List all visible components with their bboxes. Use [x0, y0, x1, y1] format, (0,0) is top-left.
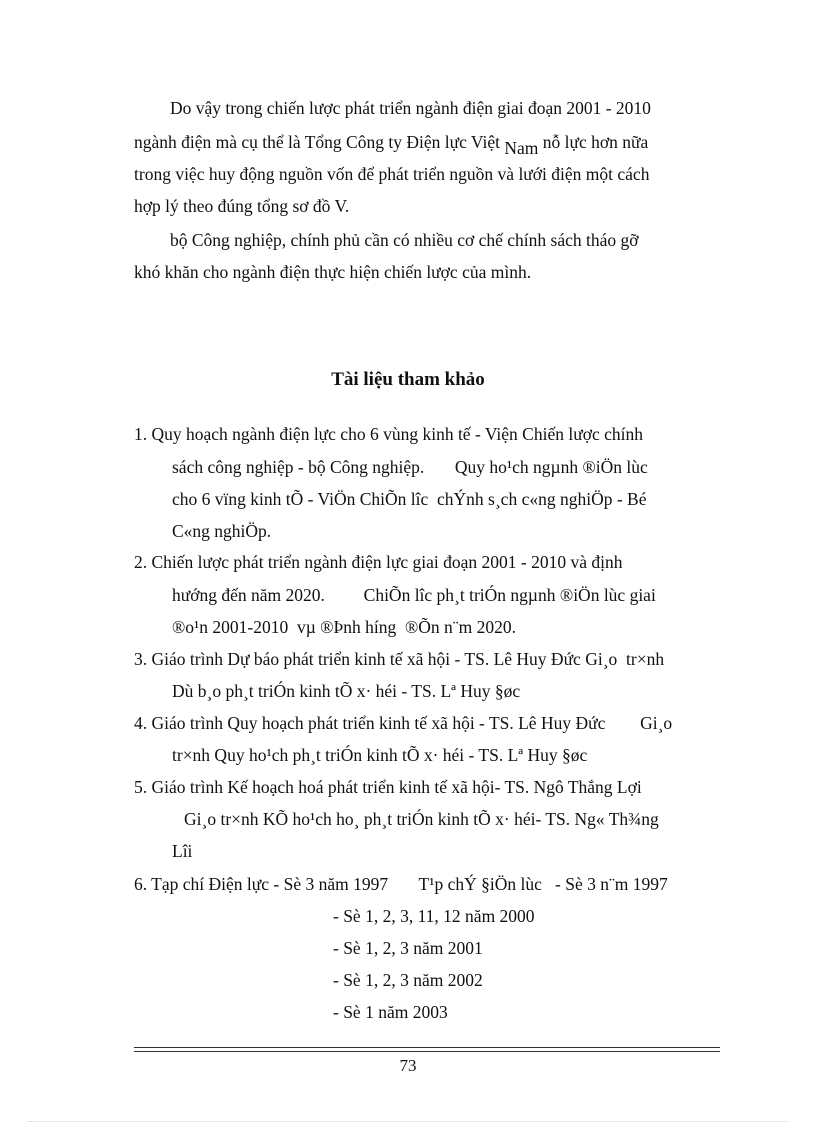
- reference-5-line-2: Gi¸o tr×nh KÕ ho¹ch ho¸ ph¸t triÓn kinh tÕ x· héi- TS. Ng« Th¾ng: [184, 809, 659, 829]
- paragraph-1-line-2-main: ngành điện mà cụ thể là Tổng Công ty Điện lực Việt: [134, 132, 500, 152]
- reference-3-line-1: 3. Giáo trình Dự báo phát triển kinh tế xã hội - TS. Lê Huy Đức Gi¸o tr×nh: [134, 649, 665, 669]
- reference-6-line-1-encoded: T¹p chÝ §iÖn lùc - Sè 3 n¨m 1997: [418, 874, 668, 894]
- paragraph-1-line-3: trong việc huy động nguồn vốn để phát triển nguồn và lưới điện một cách: [134, 164, 650, 184]
- reference-3-line-2: Dù b¸o ph¸t triÓn kinh tÕ x· héi - TS. Lª Huy §øc: [172, 681, 521, 701]
- references-heading: Tài liệu tham khảo: [331, 369, 485, 390]
- paragraph-2-line-1: bộ Công nghiệp, chính phủ cần có nhiều cơ chế chính sách tháo gỡ: [170, 230, 639, 250]
- paragraph-1-line-2: [134, 131, 648, 159]
- reference-6-issue-2003: - Sè 1 năm 2003: [333, 1002, 448, 1022]
- paragraph-1-line-1: Do vậy trong chiến lược phát triển ngành điện giai đoạn 2001 - 2010: [170, 98, 651, 118]
- reference-5-line-3: Lîi: [172, 841, 193, 861]
- paragraph-1-line-2-offset: Nam: [504, 138, 539, 158]
- reference-2-line-1: 2. Chiến lược phát triển ngành điện lực giai đoạn 2001 - 2010 và định: [134, 552, 623, 572]
- reference-6-issue-2000: - Sè 1, 2, 3, 11, 12 năm 2000: [333, 906, 535, 926]
- paragraph-1-line-2-tail: nỗ lực hơn nữa: [542, 132, 649, 152]
- reference-6-issue-2001: - Sè 1, 2, 3 năm 2001: [333, 938, 483, 958]
- reference-6-line-1: [134, 873, 668, 895]
- footer-rule-bottom: [134, 1051, 720, 1052]
- reference-4-line-2: tr×nh Quy ho¹ch ph¸t triÓn kinh tÕ x· héi - TS. Lª Huy §øc: [172, 745, 588, 765]
- footer-rule-top: [134, 1047, 720, 1048]
- reference-6-issue-2002: - Sè 1, 2, 3 năm 2002: [333, 970, 483, 990]
- reference-5-line-1: 5. Giáo trình Kế hoạch hoá phát triển kinh tế xã hội- TS. Ngô Thắng Lợi: [134, 777, 642, 797]
- reference-2-line-2-encoded: ChiÕn lîc ph¸t triÓn ngµnh ®iÖn lùc giai: [363, 585, 656, 605]
- reference-2-line-3: ®o¹n 2001-2010 vµ ®Þnh híng ®Õn n¨m 2020.: [172, 617, 516, 637]
- reference-4-line-1-main: 4. Giáo trình Quy hoạch phát triển kinh tế xã hội - TS. Lê Huy Đức: [134, 713, 606, 733]
- page-number: 73: [399, 1056, 417, 1075]
- reference-2-line-2: [172, 584, 656, 606]
- reference-4-line-1: [134, 712, 672, 734]
- paragraph-2-line-2: khó khăn cho ngành điện thực hiện chiến lược của mình.: [134, 262, 532, 282]
- paragraph-1-line-4: hợp lý theo đúng tổng sơ đồ V.: [134, 196, 350, 216]
- reference-1-line-2: sách công nghiệp - bộ Công nghiệp. Quy ho¹ch ngµnh ®iÖn lùc: [172, 457, 648, 477]
- page-edge-divider: [28, 1121, 788, 1122]
- reference-1-line-1: 1. Quy hoạch ngành điện lực cho 6 vùng kinh tế - Viện Chiến lược chính: [134, 424, 643, 444]
- reference-1-line-3: cho 6 vïng kinh tÕ - ViÖn ChiÕn lîc chÝnh s¸ch c«ng nghiÖp - Bé: [172, 489, 647, 509]
- reference-1-line-4: C«ng nghiÖp.: [172, 521, 272, 541]
- reference-4-line-1-encoded: Gi¸o: [640, 713, 673, 733]
- reference-6-line-1-main: 6. Tạp chí Điện lực - Sè 3 năm 1997: [134, 874, 389, 894]
- reference-2-line-2-main: hướng đến năm 2020.: [172, 585, 325, 605]
